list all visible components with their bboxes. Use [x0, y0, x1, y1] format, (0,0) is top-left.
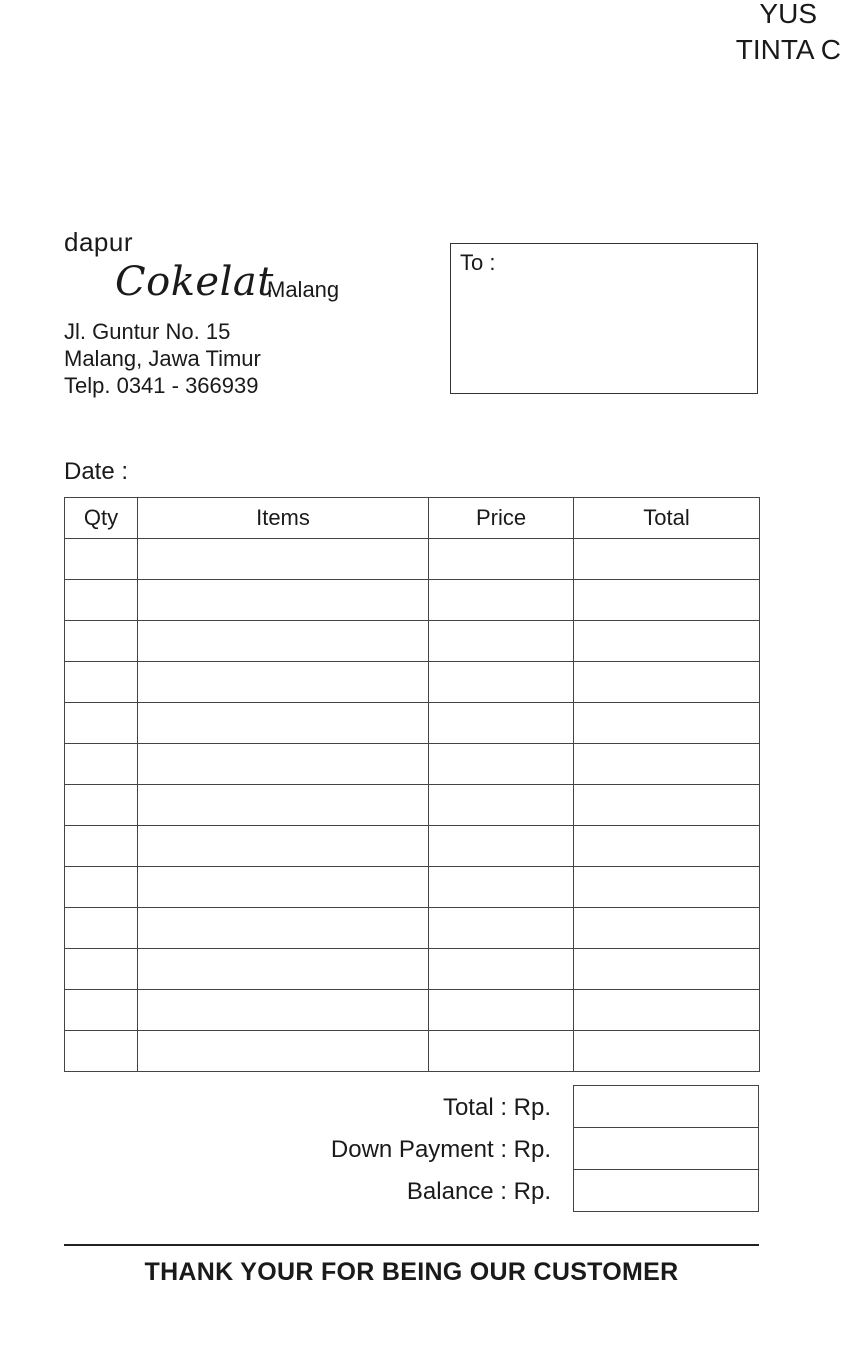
cell-qty[interactable] — [65, 539, 138, 580]
cell-price[interactable] — [429, 867, 574, 908]
cell-total[interactable] — [574, 826, 760, 867]
cell-total[interactable] — [574, 785, 760, 826]
address-street: Jl. Guntur No. 15 — [64, 319, 231, 344]
cell-items[interactable] — [138, 990, 429, 1031]
cell-qty[interactable] — [65, 785, 138, 826]
table-row — [65, 1031, 760, 1072]
cell-total[interactable] — [574, 908, 760, 949]
cell-price[interactable] — [429, 1031, 574, 1072]
total-label: Total : Rp. — [442, 1094, 551, 1121]
cell-qty[interactable] — [65, 580, 138, 621]
address-city: Malang, Jawa Timur — [64, 346, 261, 371]
cell-qty[interactable] — [65, 1031, 138, 1072]
cell-price[interactable] — [429, 662, 574, 703]
cell-items[interactable] — [138, 1031, 429, 1072]
table-row — [65, 990, 760, 1031]
table-row — [65, 744, 760, 785]
corner-text-line-2: TINTA C — [735, 34, 841, 65]
balance-amount-box[interactable] — [573, 1169, 759, 1212]
cell-price[interactable] — [429, 539, 574, 580]
cell-items[interactable] — [138, 703, 429, 744]
logo-word-cokelat: Cokelat — [115, 259, 274, 305]
cell-total[interactable] — [574, 539, 760, 580]
balance-label: Balance : Rp. — [406, 1178, 551, 1205]
cell-qty[interactable] — [65, 662, 138, 703]
table-row — [65, 908, 760, 949]
column-header-items: Items — [138, 498, 429, 539]
cell-price[interactable] — [429, 908, 574, 949]
cell-total[interactable] — [574, 867, 760, 908]
cell-items[interactable] — [138, 580, 429, 621]
corner-text-line-1: YUS — [759, 0, 817, 29]
cell-items[interactable] — [138, 826, 429, 867]
cell-items[interactable] — [138, 785, 429, 826]
logo-word-dapur: dapur — [64, 227, 133, 257]
cell-items[interactable] — [138, 744, 429, 785]
cell-qty[interactable] — [65, 621, 138, 662]
cell-price[interactable] — [429, 990, 574, 1031]
cell-items[interactable] — [138, 539, 429, 580]
table-row — [65, 580, 760, 621]
cell-total[interactable] — [574, 949, 760, 990]
cell-price[interactable] — [429, 621, 574, 662]
address-phone: Telp. 0341 - 366939 — [64, 373, 259, 398]
cell-total[interactable] — [574, 621, 760, 662]
recipient-label: To : — [460, 250, 496, 275]
cell-price[interactable] — [429, 703, 574, 744]
cell-price[interactable] — [429, 949, 574, 990]
total-amount-box[interactable] — [573, 1085, 759, 1128]
cell-items[interactable] — [138, 867, 429, 908]
cell-price[interactable] — [429, 785, 574, 826]
cell-items[interactable] — [138, 908, 429, 949]
cell-total[interactable] — [574, 703, 760, 744]
cell-price[interactable] — [429, 826, 574, 867]
table-row — [65, 826, 760, 867]
cell-items[interactable] — [138, 662, 429, 703]
table-row — [65, 539, 760, 580]
table-row — [65, 662, 760, 703]
cell-total[interactable] — [574, 744, 760, 785]
column-header-price: Price — [429, 498, 574, 539]
table-row — [65, 621, 760, 662]
column-header-qty: Qty — [65, 498, 138, 539]
cell-qty[interactable] — [65, 990, 138, 1031]
cell-total[interactable] — [574, 662, 760, 703]
cell-qty[interactable] — [65, 703, 138, 744]
cell-qty[interactable] — [65, 908, 138, 949]
cell-price[interactable] — [429, 580, 574, 621]
date-label: Date : — [64, 458, 129, 485]
cell-qty[interactable] — [65, 744, 138, 785]
table-row — [65, 703, 760, 744]
table-header-row — [65, 498, 760, 539]
cell-qty[interactable] — [65, 826, 138, 867]
cell-qty[interactable] — [65, 949, 138, 990]
cropped-corner-text — [695, 0, 841, 70]
cell-total[interactable] — [574, 580, 760, 621]
cell-items[interactable] — [138, 621, 429, 662]
cell-items[interactable] — [138, 949, 429, 990]
cell-total[interactable] — [574, 990, 760, 1031]
logo-word-malang: Malang — [267, 277, 340, 302]
cell-total[interactable] — [574, 1031, 760, 1072]
table-row — [65, 949, 760, 990]
recipient-box[interactable] — [450, 243, 758, 394]
footer-thank-you: THANK YOUR FOR BEING OUR CUSTOMER — [144, 1258, 679, 1286]
column-header-total: Total — [574, 498, 760, 539]
table-row — [65, 867, 760, 908]
footer-divider — [64, 1244, 759, 1246]
cell-qty[interactable] — [65, 867, 138, 908]
table-row — [65, 785, 760, 826]
down-payment-amount-box[interactable] — [573, 1127, 759, 1170]
items-table — [64, 497, 760, 1072]
cell-price[interactable] — [429, 744, 574, 785]
down-payment-label: Down Payment : Rp. — [330, 1136, 551, 1163]
